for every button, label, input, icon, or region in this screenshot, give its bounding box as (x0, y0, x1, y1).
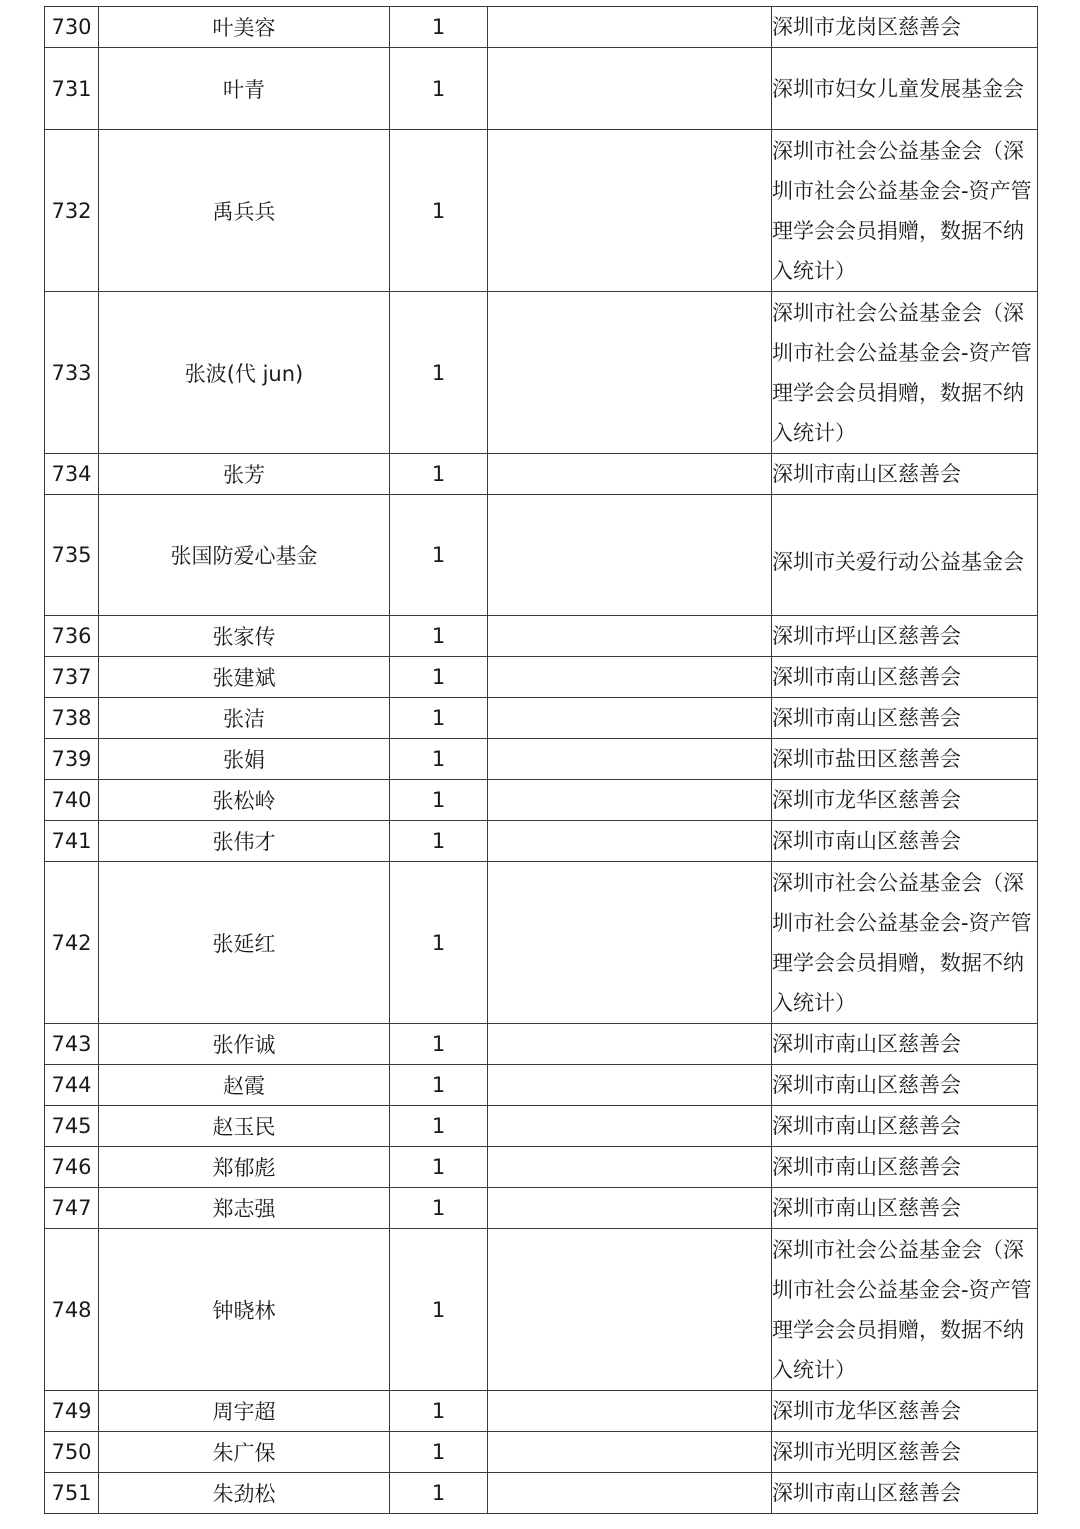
donor-name: 叶青 (99, 48, 390, 130)
table-row (45, 1147, 1038, 1188)
note-cell (488, 7, 772, 48)
donation-amount: 1 (390, 1065, 488, 1106)
table-row (45, 1229, 1038, 1391)
note-cell (488, 292, 772, 454)
row-number: 738 (45, 698, 99, 739)
row-number: 737 (45, 657, 99, 698)
donor-name: 张家传 (99, 616, 390, 657)
note-cell (488, 1147, 772, 1188)
note-cell (488, 1065, 772, 1106)
note-cell (488, 495, 772, 616)
recipient-organization: 深圳市南山区慈善会 (772, 1188, 1038, 1229)
donor-name: 张延红 (99, 862, 390, 1024)
donation-amount: 1 (390, 48, 488, 130)
row-number: 733 (45, 292, 99, 454)
note-cell (488, 1188, 772, 1229)
note-cell (488, 1432, 772, 1473)
note-cell (488, 657, 772, 698)
table-row (45, 1188, 1038, 1229)
recipient-organization: 深圳市社会公益基金会（深圳市社会公益基金会-资产管理学会会员捐赠，数据不纳入统计） (772, 862, 1038, 1024)
donation-amount: 1 (390, 616, 488, 657)
donor-name: 朱劲松 (99, 1473, 390, 1514)
note-cell (488, 616, 772, 657)
donation-amount: 1 (390, 1106, 488, 1147)
donation-amount: 1 (390, 292, 488, 454)
table-row (45, 495, 1038, 616)
table-row (45, 130, 1038, 292)
row-number: 741 (45, 821, 99, 862)
row-number: 742 (45, 862, 99, 1024)
recipient-organization: 深圳市南山区慈善会 (772, 1106, 1038, 1147)
donation-amount: 1 (390, 862, 488, 1024)
note-cell (488, 1229, 772, 1391)
table-row (45, 1391, 1038, 1432)
recipient-organization: 深圳市南山区慈善会 (772, 1147, 1038, 1188)
recipient-organization: 深圳市南山区慈善会 (772, 1065, 1038, 1106)
table-row (45, 698, 1038, 739)
table-row (45, 1024, 1038, 1065)
table-row (45, 862, 1038, 1024)
donation-amount: 1 (390, 1188, 488, 1229)
row-number: 744 (45, 1065, 99, 1106)
donor-name: 张国防爱心基金 (99, 495, 390, 616)
donor-name: 张波(代 jun) (99, 292, 390, 454)
recipient-organization: 深圳市南山区慈善会 (772, 1024, 1038, 1065)
recipient-organization: 深圳市妇女儿童发展基金会 (772, 48, 1038, 130)
donation-amount: 1 (390, 7, 488, 48)
row-number: 743 (45, 1024, 99, 1065)
donor-table (44, 6, 1038, 1514)
donation-amount: 1 (390, 1147, 488, 1188)
table-row (45, 1106, 1038, 1147)
row-number: 736 (45, 616, 99, 657)
donation-amount: 1 (390, 739, 488, 780)
donor-name: 张芳 (99, 454, 390, 495)
row-number: 730 (45, 7, 99, 48)
donation-amount: 1 (390, 495, 488, 616)
table-row (45, 821, 1038, 862)
donation-amount: 1 (390, 454, 488, 495)
recipient-organization: 深圳市龙华区慈善会 (772, 780, 1038, 821)
donor-name: 朱广保 (99, 1432, 390, 1473)
donor-name: 禹兵兵 (99, 130, 390, 292)
donor-name: 钟晓林 (99, 1229, 390, 1391)
recipient-organization: 深圳市光明区慈善会 (772, 1432, 1038, 1473)
note-cell (488, 1024, 772, 1065)
row-number: 750 (45, 1432, 99, 1473)
donor-name: 张松岭 (99, 780, 390, 821)
donor-name: 周宇超 (99, 1391, 390, 1432)
donation-amount: 1 (390, 1432, 488, 1473)
note-cell (488, 1391, 772, 1432)
row-number: 749 (45, 1391, 99, 1432)
recipient-organization: 深圳市南山区慈善会 (772, 657, 1038, 698)
donor-name: 张娟 (99, 739, 390, 780)
donation-amount: 1 (390, 130, 488, 292)
donor-name: 赵霞 (99, 1065, 390, 1106)
row-number: 731 (45, 48, 99, 130)
donation-amount: 1 (390, 1229, 488, 1391)
donor-name: 张洁 (99, 698, 390, 739)
table-row (45, 1432, 1038, 1473)
note-cell (488, 780, 772, 821)
recipient-organization: 深圳市南山区慈善会 (772, 454, 1038, 495)
donation-amount: 1 (390, 780, 488, 821)
table-row (45, 292, 1038, 454)
row-number: 747 (45, 1188, 99, 1229)
recipient-organization: 深圳市南山区慈善会 (772, 698, 1038, 739)
donor-name: 叶美容 (99, 7, 390, 48)
donor-name: 郑郁彪 (99, 1147, 390, 1188)
row-number: 734 (45, 454, 99, 495)
donor-name: 张伟才 (99, 821, 390, 862)
note-cell (488, 821, 772, 862)
table-row (45, 1065, 1038, 1106)
donation-amount: 1 (390, 1024, 488, 1065)
table-row (45, 48, 1038, 130)
row-number: 745 (45, 1106, 99, 1147)
recipient-organization: 深圳市社会公益基金会（深圳市社会公益基金会-资产管理学会会员捐赠，数据不纳入统计） (772, 292, 1038, 454)
note-cell (488, 130, 772, 292)
table-row (45, 454, 1038, 495)
table-row (45, 739, 1038, 780)
recipient-organization: 深圳市龙华区慈善会 (772, 1391, 1038, 1432)
table-row (45, 1473, 1038, 1514)
note-cell (488, 739, 772, 780)
recipient-organization: 深圳市南山区慈善会 (772, 821, 1038, 862)
donation-amount: 1 (390, 1391, 488, 1432)
recipient-organization: 深圳市关爱行动公益基金会 (772, 495, 1038, 616)
recipient-organization: 深圳市社会公益基金会（深圳市社会公益基金会-资产管理学会会员捐赠，数据不纳入统计） (772, 130, 1038, 292)
donor-name: 赵玉民 (99, 1106, 390, 1147)
table-row (45, 780, 1038, 821)
row-number: 751 (45, 1473, 99, 1514)
note-cell (488, 1473, 772, 1514)
row-number: 735 (45, 495, 99, 616)
donor-name: 张建斌 (99, 657, 390, 698)
note-cell (488, 698, 772, 739)
note-cell (488, 48, 772, 130)
note-cell (488, 454, 772, 495)
donor-name: 张作诚 (99, 1024, 390, 1065)
table-row (45, 7, 1038, 48)
row-number: 746 (45, 1147, 99, 1188)
table-body (45, 7, 1038, 1514)
row-number: 748 (45, 1229, 99, 1391)
note-cell (488, 1106, 772, 1147)
recipient-organization: 深圳市社会公益基金会（深圳市社会公益基金会-资产管理学会会员捐赠，数据不纳入统计） (772, 1229, 1038, 1391)
table-row (45, 657, 1038, 698)
recipient-organization: 深圳市盐田区慈善会 (772, 739, 1038, 780)
table-row (45, 616, 1038, 657)
donation-amount: 1 (390, 1473, 488, 1514)
recipient-organization: 深圳市南山区慈善会 (772, 1473, 1038, 1514)
donation-amount: 1 (390, 821, 488, 862)
row-number: 732 (45, 130, 99, 292)
donation-amount: 1 (390, 657, 488, 698)
row-number: 740 (45, 780, 99, 821)
recipient-organization: 深圳市龙岗区慈善会 (772, 7, 1038, 48)
donor-name: 郑志强 (99, 1188, 390, 1229)
donation-amount: 1 (390, 698, 488, 739)
recipient-organization: 深圳市坪山区慈善会 (772, 616, 1038, 657)
row-number: 739 (45, 739, 99, 780)
note-cell (488, 862, 772, 1024)
